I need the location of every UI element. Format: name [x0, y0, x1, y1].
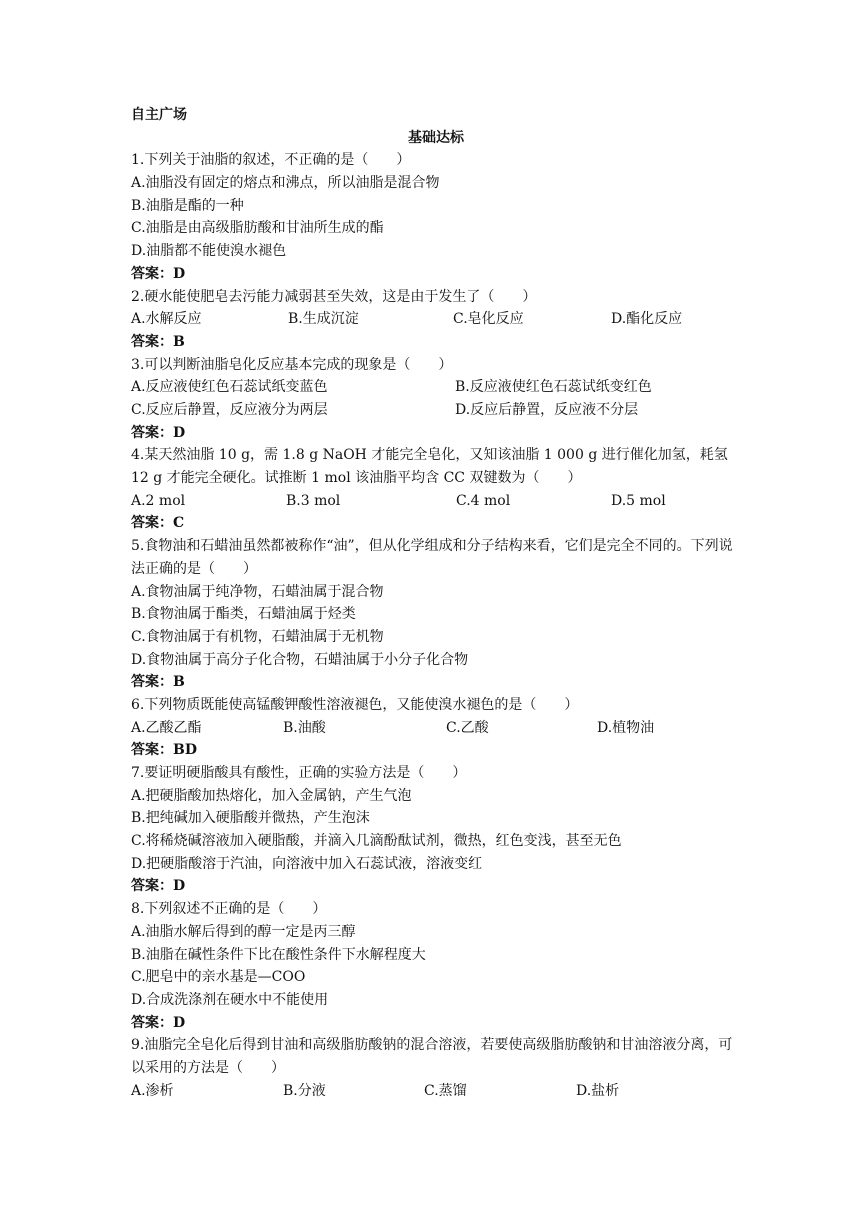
answer-label: 答案： — [131, 742, 173, 759]
question-8-option-c: C.肥皂中的亲水基是—COO — [131, 969, 306, 986]
question-6-option-a: A.乙酸乙酯 — [131, 719, 202, 736]
answer-label: 答案： — [131, 878, 173, 895]
question-4-options — [131, 490, 741, 513]
question-1-option-c: C.油脂是由高级脂肪酸和甘油所生成的酯 — [131, 220, 384, 237]
question-1-option-d: D.油脂都不能使溴水褪色 — [131, 243, 287, 260]
question-7-option-d: D.把硬脂酸溶于汽油，向溶液中加入石蕊试液，溶液变红 — [131, 855, 483, 872]
question-1-option-b: B.油脂是酯的一种 — [131, 197, 244, 214]
answer-label: 答案： — [131, 1014, 173, 1031]
answer-label: 答案： — [131, 515, 173, 532]
question-2-option-a: A.水解反应 — [131, 311, 202, 328]
question-1-stem: 1.下列关于油脂的叙述，不正确的是（ ） — [131, 152, 411, 169]
question-7-option-c: C.将稀烧碱溶液加入硬脂酸，并滴入几滴酚酞试剂，微热，红色变浅，甚至无色 — [131, 833, 622, 850]
document-content — [131, 104, 741, 1102]
question-8-option-b: B.油脂在碱性条件下比在酸性条件下水解程度大 — [131, 946, 426, 963]
question-3-option-c: C.反应后静置，反应液分为两层 — [131, 401, 328, 418]
question-6-option-b: B.油酸 — [283, 719, 326, 736]
question-7-option-a: A.把硬脂酸加热熔化，加入金属钠，产生气泡 — [131, 787, 412, 804]
question-5-answer — [131, 671, 741, 694]
question-6-option-c: C.乙酸 — [446, 719, 489, 736]
answer-label: 答案： — [131, 265, 173, 282]
question-8-option-a: A.油脂水解后得到的醇一定是丙三醇 — [131, 923, 356, 940]
question-5-option-b: B.食物油属于酯类，石蜡油属于烃类 — [131, 606, 356, 623]
subtitle: 基础达标 — [408, 129, 464, 146]
question-5-option-d: D.食物油属于高分子化合物，石蜡油属于小分子化合物 — [131, 651, 469, 668]
question-4-stem: 4.某天然油脂 10 g，需 1.8 g NaOH 才能完全皂化，又知该油脂 1 000 g 进行催化加氢，耗氢 12 g 才能完全硬化。试推断 1 mol 该油脂平均含 CC 双键数为（ ） — [131, 447, 728, 487]
answer-value: C — [173, 515, 185, 532]
question-3-options-row-1 — [131, 376, 741, 399]
question-7-stem: 7.要证明硬脂酸具有酸性，正确的实验方法是（ ） — [131, 765, 467, 781]
question-3-answer — [131, 422, 741, 445]
question-2-option-d: D.酯化反应 — [611, 311, 683, 328]
question-4-answer — [131, 512, 741, 535]
answer-value: BD — [173, 742, 197, 759]
question-5-option-a: A.食物油属于纯净物，石蜡油属于混合物 — [131, 583, 384, 600]
question-2-option-c: C.皂化反应 — [453, 311, 524, 328]
question-6-answer — [131, 739, 741, 762]
question-7-option-b: B.把纯碱加入硬脂酸并微热，产生泡沫 — [131, 810, 370, 827]
question-4-option-a: A.2 mol — [131, 492, 186, 509]
question-2-stem: 2.硬水能使肥皂去污能力减弱甚至失效，这是由于发生了（ ） — [131, 288, 537, 305]
question-5-stem: 5.食物油和石蜡油虽然都被称作“油”，但从化学组成和分子结构来看，它们是完全不同的。下列说法正确的是（ ） — [131, 538, 733, 577]
question-6-option-d: D.植物油 — [597, 719, 655, 736]
question-5-option-c: C.食物油属于有机物，石蜡油属于无机物 — [131, 628, 384, 645]
question-9-options — [131, 1080, 741, 1103]
answer-value: B — [173, 333, 185, 350]
question-4-option-b: B.3 mol — [286, 492, 341, 509]
question-9-option-b: B.分液 — [283, 1082, 326, 1099]
answer-value: D — [173, 265, 186, 282]
question-9-option-c: C.蒸馏 — [424, 1082, 467, 1099]
question-6-options — [131, 717, 741, 740]
question-4-option-c: C.4 mol — [456, 492, 511, 509]
answer-label: 答案： — [131, 424, 173, 441]
answer-value: B — [173, 674, 185, 691]
question-2-option-b: B.生成沉淀 — [288, 311, 359, 328]
question-3-option-b: B.反应液使红色石蕊试纸变红色 — [455, 379, 652, 396]
question-3-stem: 3.可以判断油脂皂化反应基本完成的现象是（ ） — [131, 356, 453, 373]
answer-value: D — [173, 424, 186, 441]
question-1-option-a: A.油脂没有固定的熔点和沸点，所以油脂是混合物 — [131, 175, 440, 192]
question-8-answer — [131, 1012, 741, 1035]
question-3-options-row-2 — [131, 399, 741, 422]
question-9-stem: 9.油脂完全皂化后得到甘油和高级脂肪酸钠的混合溶液，若要使高级脂肪酸钠和甘油溶液分离，可以采用的方法是（ ） — [131, 1037, 733, 1076]
question-7-answer — [131, 875, 741, 898]
question-4-option-d: D.5 mol — [611, 492, 666, 509]
question-8-option-d: D.合成洗涤剂在硬水中不能使用 — [131, 991, 329, 1008]
answer-value: D — [173, 878, 186, 895]
question-9-option-a: A.渗析 — [131, 1082, 174, 1099]
question-2-answer — [131, 331, 741, 354]
question-6-stem: 6.下列物质既能使高锰酸钾酸性溶液褪色，又能使溴水褪色的是（ ） — [131, 696, 579, 713]
question-3-option-d: D.反应后静置，反应液不分层 — [455, 401, 639, 418]
answer-label: 答案： — [131, 674, 173, 691]
question-2-options — [131, 308, 741, 331]
question-3-option-a: A.反应液使红色石蕊试纸变蓝色 — [131, 379, 328, 396]
question-1-answer — [131, 263, 741, 286]
question-9-option-d: D.盐析 — [576, 1082, 620, 1099]
answer-value: D — [173, 1014, 186, 1031]
section-title: 自主广场 — [131, 107, 187, 123]
answer-label: 答案： — [131, 333, 173, 350]
question-8-stem: 8.下列叙述不正确的是（ ） — [131, 901, 327, 918]
